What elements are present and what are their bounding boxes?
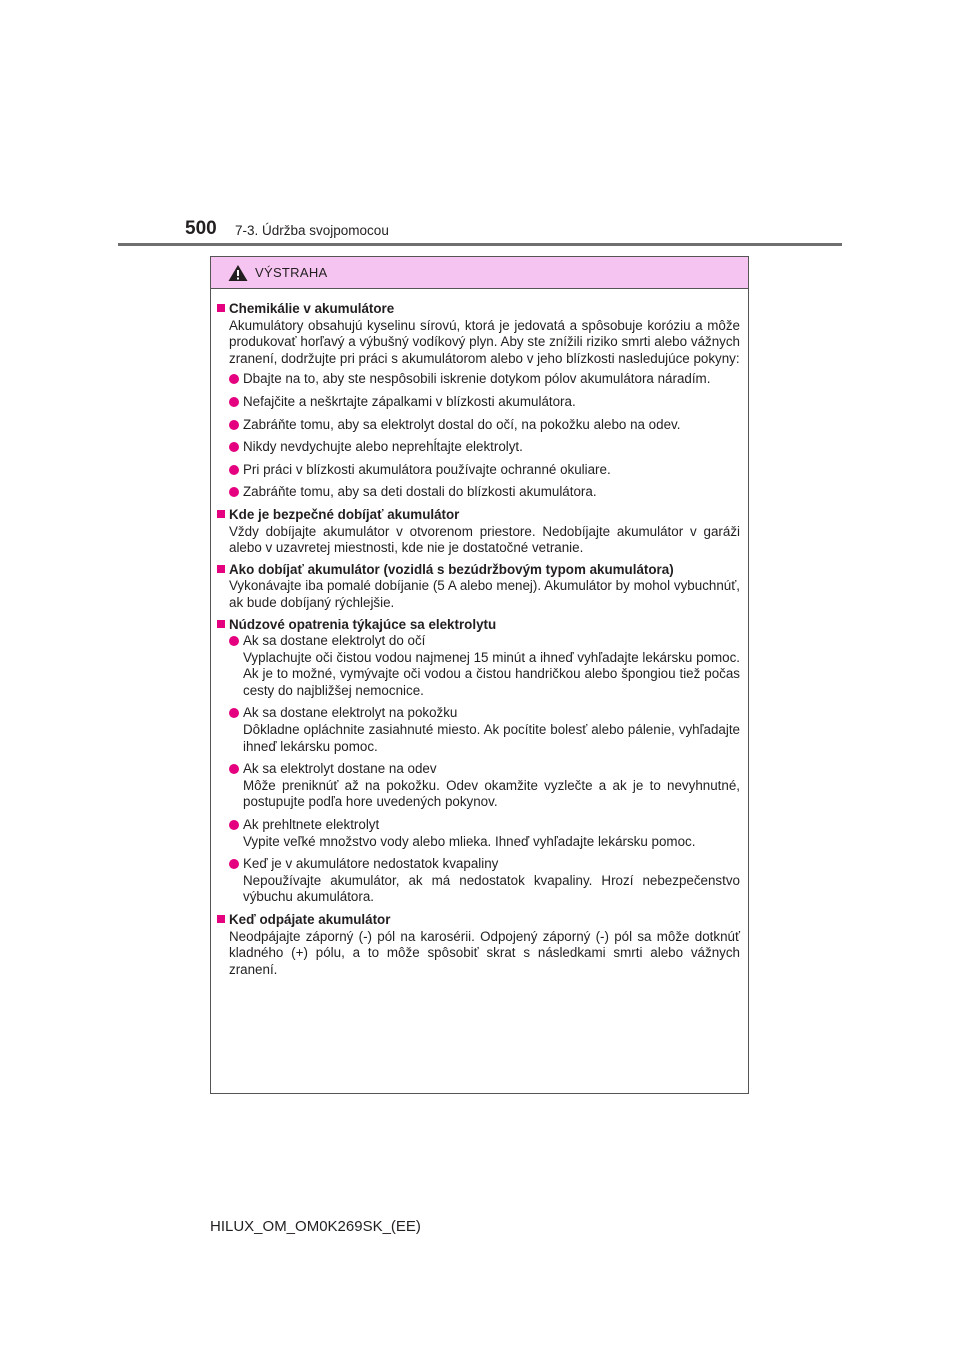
warning-section (217, 507, 740, 557)
list-item (217, 817, 740, 850)
list-item (217, 484, 740, 501)
circle-bullet-icon (229, 636, 239, 646)
square-bullet-icon (217, 915, 225, 923)
circle-bullet-icon (229, 397, 239, 407)
list-item-body (243, 817, 740, 850)
circle-bullet-icon (229, 442, 239, 452)
list-item-text: Pri práci v blízkosti akumulátora používajte ochranné okuliare. (243, 461, 611, 477)
list-item-body (243, 761, 740, 811)
list-item (217, 394, 740, 411)
list-item-body (243, 705, 740, 755)
list-item-body (243, 633, 740, 699)
warning-title: VÝSTRAHA (255, 265, 328, 280)
warning-body (211, 289, 748, 978)
warning-section (217, 301, 740, 501)
list-item (217, 371, 740, 388)
list-item-heading: Keď je v akumulátore nedostatok kvapaliny (243, 856, 499, 872)
page-number: 500 (185, 218, 217, 239)
section-heading-text: Ako dobíjať akumulátor (vozidlá s bezúdržbovým typom akumulátora) (229, 561, 674, 577)
list-item-text: Nikdy nevdychujte alebo neprehĺtajte elektrolyt. (243, 439, 523, 455)
warning-section (217, 617, 740, 907)
warning-header (211, 257, 748, 289)
circle-bullet-icon (229, 859, 239, 869)
circle-bullet-icon (229, 820, 239, 830)
circle-bullet-icon (229, 764, 239, 774)
list-item-heading: Ak sa dostane elektrolyt do očí (243, 633, 426, 649)
section-text: Akumulátory obsahujú kyselinu sírovú, ktorá je jedovatá a spôsobuje koróziu a môže produkovať horľavý a výbušný vodíkový plyn. Aby ste znížili riziko smrti alebo vážnych zranení, dodržujte pri práci s akumulátorom alebo v jeho blízkosti nasledujúce pokyny: (229, 317, 740, 366)
list-item-heading: Ak sa elektrolyt dostane na odev (243, 761, 437, 777)
section-text: Vždy dobíjajte akumulátor v otvorenom priestore. Nedobíjajte akumulátor v garáži alebo v uzavretej miestnosti, kde nie je dostatočné vetranie. (229, 523, 740, 556)
section-heading (217, 562, 740, 579)
list-item (217, 439, 740, 456)
square-bullet-icon (217, 304, 225, 312)
header-rule (118, 243, 842, 246)
list-item (217, 417, 740, 434)
section-title: 7-3. Údržba svojpomocou (235, 223, 389, 238)
circle-bullet-icon (229, 465, 239, 475)
list-item (217, 705, 740, 755)
section-heading (217, 912, 740, 929)
list-item-text: Vypite veľké množstvo vody alebo mlieka. Ihneď vyhľadajte lekársku pomoc. (243, 833, 696, 849)
footer-document-code: HILUX_OM_OM0K269SK_(EE) (210, 1218, 421, 1235)
section-text: Neodpájajte záporný (-) pól na karosérii. Odpojený záporný (-) pól sa môže dotknúť kladného (+) pólu, a to môže spôsobiť skrat s následkami smrti alebo vážnych zranení. (229, 928, 740, 977)
warning-triangle-icon (228, 264, 248, 282)
section-text: Vykonávajte iba pomalé dobíjanie (5 A alebo menej). Akumulátor by mohol vybuchnúť, ak bude dobíjaný rýchlejšie. (229, 578, 740, 610)
section-heading (217, 507, 740, 524)
list-item (217, 462, 740, 479)
list-item-body (243, 856, 740, 906)
list-item (217, 761, 740, 811)
list-item-text: Dbajte na to, aby ste nespôsobili iskrenie dotykom pólov akumulátora náradím. (243, 371, 711, 387)
warning-section (217, 562, 740, 612)
square-bullet-icon (217, 620, 225, 628)
circle-bullet-icon (229, 420, 239, 430)
list-item (217, 633, 740, 699)
list-item-text: Zabráňte tomu, aby sa deti dostali do blízkosti akumulátora. (243, 484, 597, 500)
section-heading-text: Kde je bezpečné dobíjať akumulátor (229, 506, 460, 522)
circle-bullet-icon (229, 708, 239, 718)
circle-bullet-icon (229, 374, 239, 384)
circle-bullet-icon (229, 487, 239, 497)
warning-section (217, 912, 740, 978)
warning-box (210, 256, 749, 1094)
list-item-text: Zabráňte tomu, aby sa elektrolyt dostal do očí, na pokožku alebo na odev. (243, 416, 681, 432)
section-heading (217, 301, 740, 318)
square-bullet-icon (217, 565, 225, 573)
section-heading-text: Keď odpájate akumulátor (229, 912, 391, 927)
list-item-text: Dôkladne opláchnite zasiahnuté miesto. Ak pocítite bolesť alebo pálenie, vyhľadajte ihneď lekársku pomoc. (243, 722, 740, 754)
section-heading-text: Chemikálie v akumulátore (229, 301, 395, 316)
list-item-heading: Ak prehltnete elektrolyt (243, 817, 380, 833)
section-heading-text: Núdzové opatrenia týkajúce sa elektrolytu (229, 616, 497, 632)
list-item-text: Nefajčite a neškrtajte zápalkami v blízkosti akumulátora. (243, 393, 576, 409)
section-heading (217, 617, 740, 634)
square-bullet-icon (217, 510, 225, 518)
list-item-text: Vyplachujte oči čistou vodou najmenej 15 minút a ihneď vyhľadajte lekársku pomoc. Ak je to možné, vymývajte oči vodou a čistou handričkou alebo špongiou tiež počas cesty do najbližšej nemocnice. (243, 649, 740, 698)
list-item-text: Môže preniknúť až na pokožku. Odev okamžite vyzlečte a ak je to nevyhnutné, postupujte podľa hore uvedených pokynov. (243, 777, 740, 810)
list-item-text: Nepoužívajte akumulátor, ak má nedostatok kvapaliny. Hrozí nebezpečenstvo výbuchu akumulátora. (243, 872, 740, 905)
list-item (217, 856, 740, 906)
list-item-heading: Ak sa dostane elektrolyt na pokožku (243, 705, 458, 721)
